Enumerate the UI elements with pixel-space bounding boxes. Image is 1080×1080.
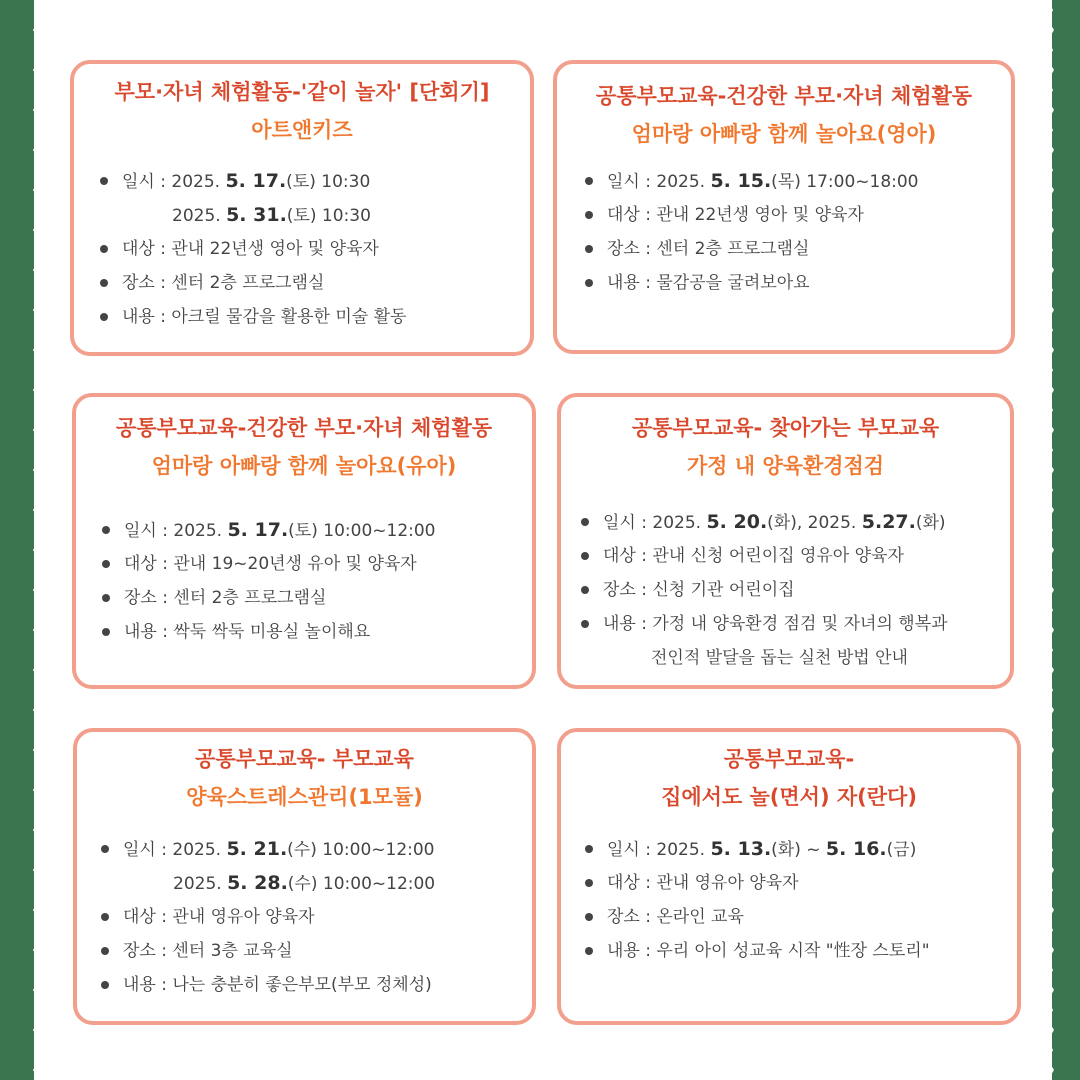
card-details <box>585 164 919 300</box>
detail-content: 내용 : 가정 내 양육환경 점검 및 자녀의 행복과 <box>581 607 948 641</box>
program-card-art-and-kids <box>70 60 534 356</box>
bullet-icon <box>102 628 110 636</box>
detail-target: 대상 : 관내 22년생 영아 및 양육자 <box>100 232 406 266</box>
bullet-icon <box>100 177 108 185</box>
bullet-icon <box>581 586 589 594</box>
card-details <box>581 505 948 675</box>
detail-content: 내용 : 싹둑 싹둑 미용실 놀이해요 <box>102 615 436 649</box>
card-details <box>100 164 406 334</box>
card-title: 공통부모교육- <box>723 747 855 771</box>
bullet-icon <box>585 947 593 955</box>
card-subtitle: 가정 내 양육환경점검 <box>686 454 885 478</box>
detail-date: 일시 : 2025. 5. 13.(화) ~ 5. 16.(금) <box>585 832 930 866</box>
bullet-icon <box>581 620 589 628</box>
card-subtitle: 엄마랑 아빠랑 함께 놀아요(영아) <box>631 122 937 146</box>
detail-date: 일시 : 2025. 5. 15.(목) 17:00~18:00 <box>585 164 919 198</box>
bullet-icon <box>102 526 110 534</box>
program-card-infant-play <box>553 60 1015 354</box>
bullet-icon <box>101 845 109 853</box>
bullet-icon <box>100 245 108 253</box>
bullet-icon <box>101 947 109 955</box>
card-details <box>585 832 930 968</box>
bullet-icon <box>100 279 108 287</box>
detail-target: 대상 : 관내 영유아 양육자 <box>585 866 930 900</box>
detail-content: 내용 : 아크릴 물감을 활용한 미술 활동 <box>100 300 406 334</box>
detail-target: 대상 : 관내 영유아 양육자 <box>101 900 435 934</box>
bullet-icon <box>581 552 589 560</box>
bullet-icon <box>585 245 593 253</box>
bullet-icon <box>585 879 593 887</box>
detail-date: 일시 : 2025. 5. 17.(토) 10:00~12:00 <box>102 513 436 547</box>
card-details <box>102 513 436 649</box>
bullet-icon <box>102 594 110 602</box>
detail-content: 내용 : 우리 아이 성교육 시작 "性장 스토리" <box>585 934 930 968</box>
right-torn-edge <box>1048 0 1058 1080</box>
left-torn-edge <box>29 0 39 1080</box>
program-card-stress-management <box>73 728 536 1025</box>
detail-place: 장소 : 센터 2층 프로그램실 <box>100 266 406 300</box>
bullet-icon <box>585 279 593 287</box>
card-details <box>101 832 435 1002</box>
detail-date-2: 2025. 5. 31.(토) 10:30 <box>172 204 371 226</box>
detail-place: 장소 : 센터 3층 교육실 <box>101 934 435 968</box>
bullet-icon <box>581 518 589 526</box>
card-subtitle: 양육스트레스관리(1모듈) <box>186 785 423 809</box>
card-title: 부모·자녀 체험활동-'같이 놀자' [단회기] <box>114 80 490 104</box>
bullet-icon <box>101 913 109 921</box>
detail-place: 장소 : 센터 2층 프로그램실 <box>585 232 919 266</box>
detail-date: 일시 : 2025. 5. 21.(수) 10:00~12:00 <box>101 832 435 866</box>
card-subtitle: 엄마랑 아빠랑 함께 놀아요(유아) <box>151 454 457 478</box>
detail-date-2: 2025. 5. 28.(수) 10:00~12:00 <box>173 872 436 894</box>
program-card-sex-education <box>557 728 1021 1025</box>
program-card-home-visit <box>557 393 1014 689</box>
detail-target: 대상 : 관내 19~20년생 유아 및 양육자 <box>102 547 436 581</box>
card-title: 공통부모교육- 부모교육 <box>195 747 414 771</box>
detail-date: 일시 : 2025. 5. 20.(화), 2025. 5.27.(화) <box>581 505 948 539</box>
bullet-icon <box>585 177 593 185</box>
bullet-icon <box>102 560 110 568</box>
detail-date: 일시 : 2025. 5. 17.(토) 10:30 <box>100 164 406 198</box>
detail-place: 장소 : 온라인 교육 <box>585 900 930 934</box>
bullet-icon <box>585 845 593 853</box>
detail-target: 대상 : 관내 22년생 영아 및 양육자 <box>585 198 919 232</box>
detail-content: 내용 : 나는 충분히 좋은부모(부모 정체성) <box>101 968 435 1002</box>
card-subtitle: 아트앤키즈 <box>251 118 353 142</box>
program-card-toddler-play <box>72 393 536 689</box>
card-title: 공통부모교육- 찾아가는 부모교육 <box>631 416 940 440</box>
card-title: 공통부모교육-건강한 부모·자녀 체험활동 <box>595 84 973 108</box>
detail-target: 대상 : 관내 신청 어린이집 영유아 양육자 <box>581 539 948 573</box>
detail-content: 내용 : 물감공을 굴려보아요 <box>585 266 919 300</box>
detail-place: 장소 : 센터 2층 프로그램실 <box>102 581 436 615</box>
detail-place: 장소 : 신청 기관 어린이집 <box>581 573 948 607</box>
card-subtitle: 집에서도 놀(면서) 자(란다) <box>661 785 917 809</box>
bullet-icon <box>585 211 593 219</box>
bullet-icon <box>585 913 593 921</box>
bullet-icon <box>100 313 108 321</box>
detail-content-continued: 전인적 발달을 돕는 실천 방법 안내 <box>651 648 908 668</box>
bullet-icon <box>101 981 109 989</box>
card-title: 공통부모교육-건강한 부모·자녀 체험활동 <box>115 416 493 440</box>
